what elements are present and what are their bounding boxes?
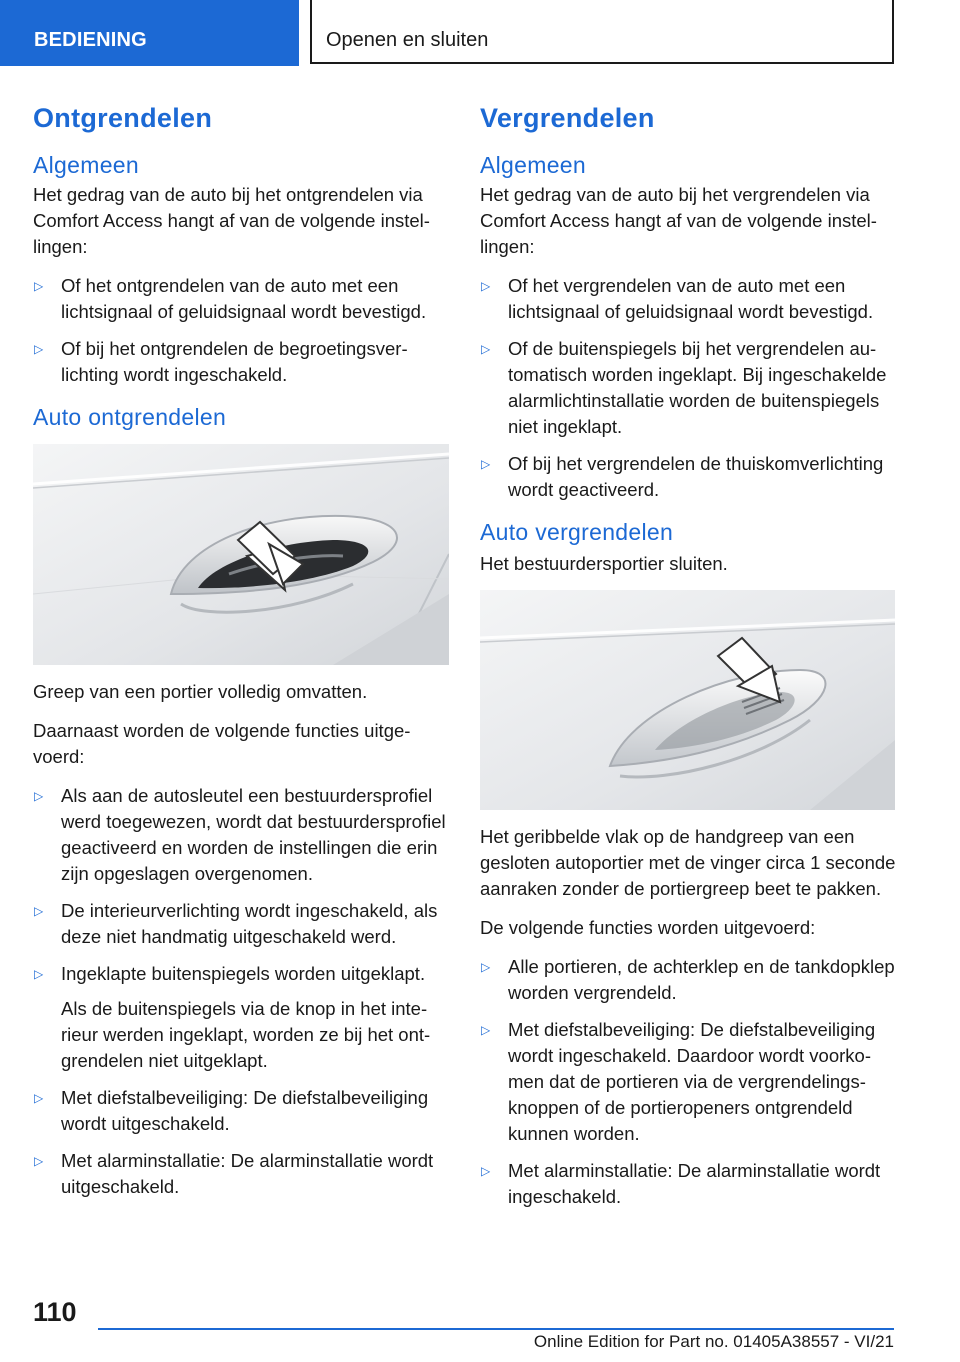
list-item-text: Met diefstalbeveiliging: De diefstalbeveiliging wordt ingeschakeld. Daardoor wordt voorkomen dat de portieren via de vergrendelingsknoppen of de portieropeners ontgrendeld kunnen worden. [508, 1019, 876, 1144]
door-handle-lock-image [480, 590, 895, 810]
lock-functions-intro: De volgende functies worden uitgevoerd: [480, 917, 816, 938]
list-bullet-triangle-icon: ▷ [481, 457, 491, 471]
left-column [33, 100, 449, 1214]
list-item [33, 336, 449, 388]
unlock-step: Greep van een portier volledig omvatten. [33, 681, 368, 702]
list-item [33, 783, 449, 887]
list-bullet-triangle-icon: ▷ [34, 279, 44, 293]
list-bullet-triangle-icon: ▷ [34, 342, 44, 356]
list-item [480, 451, 896, 503]
list-item-text: Of bij het ontgrendelen de begroetingsverlichting wordt ingeschakeld. [61, 338, 408, 385]
unlock-car-heading: Auto ontgrendelen [33, 404, 227, 430]
mirror-note: Als de buitenspiegels via de knop in het interieur werden ingeklapt, worden ze bij het ontgrendelen niet uitgeklapt. [61, 998, 431, 1071]
list-item-text: Of de buitenspiegels bij het vergrendelen automatisch worden ingeklapt. Bij ingeschakelde alarmlichtinstallatie worden de buitenspiegels niet ingeklapt. [508, 338, 887, 437]
lock-step: Het bestuurdersportier sluiten. [480, 553, 728, 574]
list-item-text: Met alarminstallatie: De alarminstallatie wordt uitgeschakeld. [61, 1150, 434, 1197]
list-item [480, 954, 896, 1006]
list-item-text: Of het ontgrendelen van de auto met een lichtsignaal of geluidsignaal wordt bevestigd. [61, 275, 427, 322]
unlock-title: Ontgrendelen [33, 103, 213, 133]
unlock-functions-list [33, 783, 449, 1200]
lock-general-heading: Algemeen [480, 152, 586, 178]
list-bullet-triangle-icon: ▷ [481, 1164, 491, 1178]
list-item-text: Met diefstalbeveiliging: De diefstalbeveiliging wordt uitgeschakeld. [61, 1087, 429, 1134]
list-item-text: Als aan de autosleutel een bestuurdersprofiel werd toegewezen, wordt dat bestuurdersprofiel geactiveerd en worden de instellingen die erin zijn opgeslagen overgenomen. [61, 785, 446, 884]
list-item [480, 273, 896, 325]
list-item [33, 961, 449, 1074]
section-tab [0, 0, 299, 66]
lock-title: Vergrendelen [480, 103, 655, 133]
list-bullet-triangle-icon: ▷ [481, 279, 491, 293]
footer-divider [98, 1328, 894, 1330]
lock-intro: Het gedrag van de auto bij het vergrendelen via Comfort Access hangt af van de volgende instellingen: [480, 184, 877, 257]
lock-touch-text: Het geribbelde vlak op de handgreep van een gesloten autoportier met de vinger circa 1 seconde aanraken zonder de portiergreep beet te pakken. [480, 826, 896, 899]
list-item [33, 1148, 449, 1200]
unlock-intro: Het gedrag van de auto bij het ontgrendelen via Comfort Access hangt af van de volgende instellingen: [33, 184, 430, 257]
list-bullet-triangle-icon: ▷ [481, 1023, 491, 1037]
chapter-header [310, 0, 894, 64]
list-item-text: Ingeklapte buitenspiegels worden uitgeklapt. [61, 963, 426, 984]
list-bullet-triangle-icon: ▷ [481, 960, 491, 974]
list-item [480, 336, 896, 440]
list-item-text: Of het vergrendelen van de auto met een lichtsignaal of geluidsignaal wordt bevestigd. [508, 275, 874, 322]
list-bullet-triangle-icon: ▷ [34, 1154, 44, 1168]
right-column [480, 100, 896, 1224]
list-item [33, 273, 449, 325]
list-bullet-triangle-icon: ▷ [34, 967, 44, 981]
list-bullet-triangle-icon: ▷ [34, 904, 44, 918]
unlock-functions-intro: Daarnaast worden de volgende functies uitgevoerd: [33, 720, 411, 767]
page-number: 110 [33, 1297, 77, 1327]
list-item-text: De interieurverlichting wordt ingeschakeld, als deze niet handmatig uitgeschakeld werd. [61, 900, 438, 947]
list-bullet-triangle-icon: ▷ [34, 789, 44, 803]
list-bullet-triangle-icon: ▷ [34, 1091, 44, 1105]
lock-settings-list [480, 273, 896, 503]
section-label: BEDIENING [34, 29, 147, 51]
unlock-general-heading: Algemeen [33, 152, 139, 178]
unlock-settings-list [33, 273, 449, 388]
list-bullet-triangle-icon: ▷ [481, 342, 491, 356]
list-item-text: Alle portieren, de achterklep en de tankdopklep worden vergrendeld. [508, 956, 895, 1003]
list-item-text: Met alarminstallatie: De alarminstallatie wordt ingeschakeld. [508, 1160, 881, 1207]
door-handle-unlock-image [33, 444, 449, 665]
list-item [33, 1085, 449, 1137]
lock-functions-list [480, 954, 896, 1210]
list-item-text: Of bij het vergrendelen de thuiskomverlichting wordt geactiveerd. [508, 453, 884, 500]
list-item [480, 1017, 896, 1147]
list-item [480, 1158, 896, 1210]
lock-car-heading: Auto vergrendelen [480, 519, 674, 545]
list-item [33, 898, 449, 950]
chapter-title: Openen en sluiten [326, 29, 489, 51]
edition-note: Online Edition for Part no. 01405A38557 - VI/21 [533, 1332, 894, 1351]
